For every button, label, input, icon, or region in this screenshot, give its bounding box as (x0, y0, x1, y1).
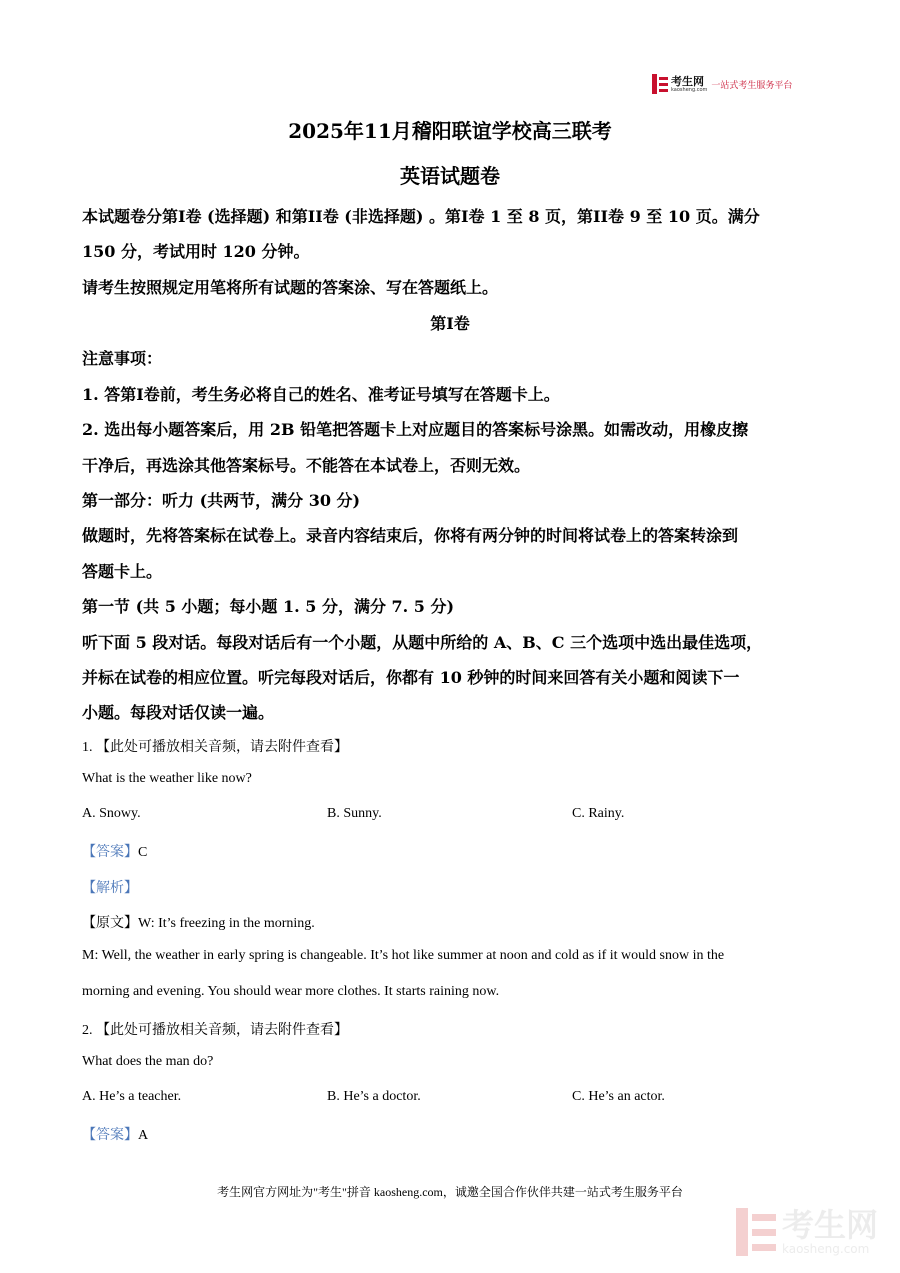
part1-desc: 答题卡上。 (82, 562, 163, 581)
volume1-heading: 第I卷 (430, 314, 470, 333)
option-c: C. Rainy. (572, 806, 625, 821)
section1-desc: 听下面 5 段对话。每段对话后有一个小题，从题中所给的 A、B、C 三个选项中选出最佳选项， (82, 633, 763, 652)
original-text: W: It’s freezing in the morning. (138, 916, 315, 931)
header-logo (652, 73, 792, 95)
intro-line: 请考生按照规定用笔将所有试题的答案涂、写在答题纸上。 (82, 278, 499, 297)
question-text: What is the weather like now? (82, 771, 252, 786)
page-footer: 考生网官方网址为"考生"拼音 kaosheng.com，诚邀全国合作伙伴共建一站式考生服务平台 (217, 1185, 683, 1199)
original-line (82, 912, 315, 932)
notice-item: 1. 答第I卷前，考生务必将自己的姓名、准考证号填写在答题卡上。 (82, 385, 560, 404)
answer-line (82, 841, 147, 861)
section1-heading: 第一节 (共 5 小题；每小题 1. 5 分，满分 7. 5 分) (82, 597, 455, 616)
exam-title: 2025年11月稽阳联谊学校高三联考 (288, 119, 612, 143)
intro-line: 本试题卷分第I卷 (选择题) 和第II卷 (非选择题) 。第I卷 1 至 8 页，第II卷 9 至 10 页。满分 (82, 207, 760, 226)
watermark-logo-icon (736, 1208, 776, 1256)
notice-heading: 注意事项： (82, 349, 163, 368)
answer-value: C (138, 845, 148, 860)
original-text: M: Well, the weather in early spring is changeable. It’s hot like summer at noon and cold as if it would snow in the (82, 948, 725, 963)
question-stem[interactable]: 2. 【此处可播放相关音频，请去附件查看】 (82, 1023, 348, 1038)
logo-url: kaosheng.com (671, 86, 708, 93)
intro-line: 150 分，考试用时 120 分钟。 (82, 242, 310, 261)
kaosheng-logo-icon (652, 74, 668, 94)
part1-desc: 做题时，先将答案标在试卷上。录音内容结束后，你将有两分钟的时间将试卷上的答案转涂到 (82, 526, 739, 545)
option-c: C. He’s an actor. (572, 1089, 665, 1104)
watermark-name: 考生网 (781, 1206, 878, 1244)
notice-item: 2. 选出每小题答案后，用 2B 铅笔把答题卡上对应题目的答案标号涂黑。如需改动，用橡皮擦 (82, 420, 749, 439)
logo-name: 考生网 (671, 74, 704, 88)
option-b: B. He’s a doctor. (327, 1089, 421, 1104)
answer-label: 【答案】 (82, 845, 138, 860)
question-stem[interactable]: 1. 【此处可播放相关音频，请去附件查看】 (82, 740, 348, 755)
option-a: A. He’s a teacher. (82, 1089, 182, 1104)
notice-item: 干净后，再选涂其他答案标号。不能答在本试卷上，否则无效。 (82, 456, 531, 475)
original-text: morning and evening. You should wear more clothes. It starts raining now. (82, 984, 500, 999)
exam-subject: 英语试题卷 (400, 164, 500, 188)
section1-desc: 小题。每段对话仅读一遍。 (82, 703, 275, 722)
answer-value: A (138, 1128, 149, 1143)
question-text: What does the man do? (82, 1054, 214, 1069)
option-b: B. Sunny. (327, 806, 382, 821)
answer-label: 【答案】 (82, 1128, 138, 1143)
answer-line (82, 1124, 148, 1144)
analysis-label: 【解析】 (82, 881, 138, 896)
original-label: 【原文】 (82, 916, 138, 931)
section1-desc: 并标在试卷的相应位置。听完每段对话后，你都有 10 秒钟的时间来回答有关小题和阅读下一 (82, 668, 740, 687)
watermark (736, 1208, 878, 1256)
part1-heading: 第一部分：听力 (共两节，满分 30 分) (82, 491, 361, 510)
option-a: A. Snowy. (82, 806, 141, 821)
logo-slogan: 一站式考生服务平台 (711, 80, 793, 91)
watermark-url: kaosheng.com (781, 1242, 870, 1256)
